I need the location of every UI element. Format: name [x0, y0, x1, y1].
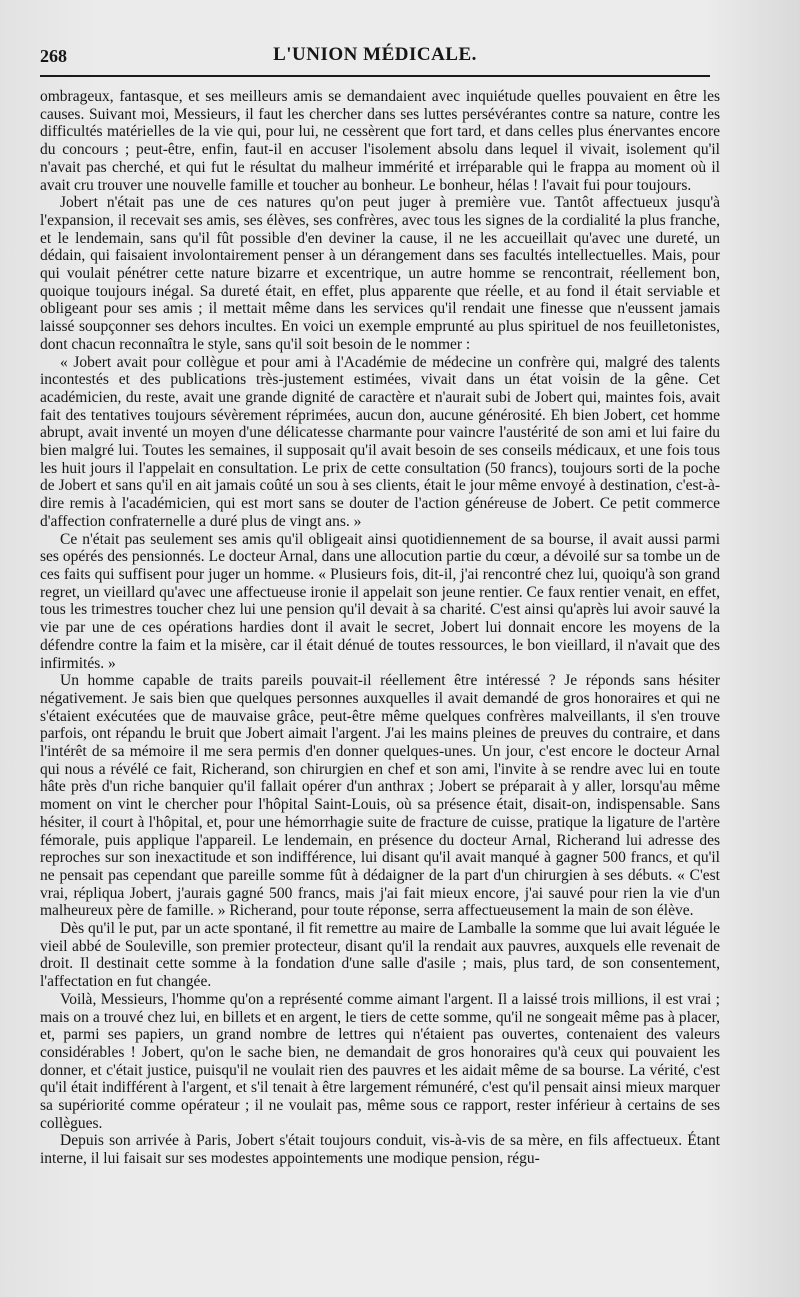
paragraph-8: Depuis son arrivée à Paris, Jobert s'était toujours conduit, vis-à-vis de sa mère, en fils affectueux. Étant interne, il lui faisait sur ses modestes appointements une modique pension, régu-: [40, 1132, 720, 1168]
paragraph-3: « Jobert avait pour collègue et pour ami à l'Académie de médecine un confrère qui, malgré des talents incontestés et des publications très-justement estimées, vivait dans un état voisin de la gêne. Cet académicien, du reste, avait une grande dignité de caractère et n'aurait subi de Jobert qui, maintes fois, avait fait des tentatives toujours sévèrement réprimées, aucun don, aucune générosité. Eh bien Jobert, cet homme abrupt, avait inventé un moyen d'une délicatesse charmante pour vaincre l'austérité de son ami et lui faire du bien malgré lui. Toutes les semaines, il supposait qu'il avait besoin de ses conseils médicaux, et une fois tous les huit jours il l'appelait en consultation. Le prix de cette consultation (50 francs), toujours sorti de la poche de Jobert et sans qu'il en ait jamais coûté un sou à ses clients, était le jour même envoyé à destination, c'est-à-dire remis à l'académicien, qui est mort sans se douter de l'action généreuse de Jobert. Ce petit commerce d'affection confraternelle a duré plus de vingt ans. »: [40, 353, 720, 530]
paragraph-6: Dès qu'il le put, par un acte spontané, il fit remettre au maire de Lamballe la somme que lui avait léguée le vieil abbé de Souleville, son premier protecteur, disant qu'il la rendait aux pauvres, auxquels elle revenait de droit. Il destinait cette somme à la fondation d'une salle d'asile ; mais, plus tard, de son consentement, l'affectation en fut changée.: [40, 920, 721, 991]
header-rule: [40, 75, 710, 77]
paragraph-2: Jobert n'était pas une de ces natures qu'on peut juger à première vue. Tantôt affectueux jusqu'à l'expansion, il recevait ses amis, ses élèves, ses confrères, avec tous les signes de la cordialité la plus franche, et le lendemain, sans qu'il fût possible d'en deviner la cause, il ne les accueillait qu'avec une dureté, un dédain, qui faisaient involontairement penser à un dérangement dans ses facultés intellectuelles. Mais, pour qui voulait pénétrer cette nature bizarre et excentrique, un autre homme se rencontrait, réellement bon, quoique toujours inégal. Sa dureté était, en effet, plus apparente que réelle, et au fond il était serviable et obligeant pour ses amis ; il mettait même dans les services qu'il rendait une finesse que n'eussent jamais laissé soupçonner ses dehors incultes. En voici un exemple emprunté au plus spirituel de nos feuilletonistes, dont chacun reconnaîtra le style, sans qu'il soit besoin de le nommer :: [40, 194, 720, 353]
paragraph-4: Ce n'était pas seulement ses amis qu'il obligeait ainsi quotidiennement de sa bourse, il avait aussi parmi ses opérés des pensionnés. Le docteur Arnal, dans une allocution partie du cœur, a dévoilé sur sa tombe un de ces faits qui suffisent pour juger un homme. « Plusieurs fois, dit-il, j'ai rencontré chez lui, quoiqu'à son grand regret, un vieillard qu'avec une affectueuse ironie il appelait son jeune rentier. Ce faux rentier venait, en effet, tous les trimestres toucher chez lui une pension qu'il devait à sa charité. C'est ainsi qu'après lui avoir sauvé la vie par une de ces opérations hardies dont il avait le secret, Jobert lui donnait encore les moyens de la défendre contre la faim et la misère, car il était dénué de toutes ressources, le bon vieillard, il n'avait que des infirmités. »: [40, 530, 720, 672]
page-number: 268: [40, 46, 67, 66]
paragraph-5: Un homme capable de traits pareils pouvait-il réellement être intéressé ? Je réponds sans hésiter négativement. Je sais bien que quelques personnes auxquelles il avait demandé de gros honoraires et qui ne s'étaient exécutées que de mauvaise grâce, peut-être même quelques confrères malveillants, il s'en trouve parfois, ont répandu le bruit que Jobert aimait l'argent. J'ai les mains pleines de preuves du contraire, et dans l'intérêt de sa mémoire il me sera permis d'en donner quelques-unes. Un jour, c'est encore le docteur Arnal qui nous a révélé ce fait, Richerand, son chirurgien en chef et son ami, l'invite à se rendre avec lui en toute hâte près d'un riche banquier qu'il fallait opérer d'un anthrax ; Jobert se préparait à y aller, lorsqu'au même moment on vint le chercher pour l'hôpital Saint-Louis, où sa présence était, disait-on, indispensable. Sans hésiter, il court à l'hôpital, et, pour une hémorrhagie suite de fracture de cuisse, pratique la ligature de l'artère fémorale, puis applique l'appareil. Le lendemain, en présence du docteur Arnal, Richerand lui adresse des reproches sur son inexactitude et son indifférence, lui disant qu'il avait manqué à gagner 500 francs, et qu'il ne pensait pas cependant que pareille somme fût à dédaigner de la part d'un chirurgien à ses débuts. « C'est vrai, répliqua Jobert, j'aurais gagné 500 francs, mais j'ai fait mieux encore, j'ai sauvé pour rien la vie d'un malheureux père de famille. » Richerand, pour toute réponse, serra affectueusement la main de son élève.: [40, 672, 720, 920]
page-header: [40, 44, 710, 72]
running-title: L'UNION MÉDICALE.: [273, 44, 477, 65]
paragraph-1: ombrageux, fantasque, et ses meilleurs amis se demandaient avec inquiétude quelles pouvaient en être les causes. Suivant moi, Messieurs, il faut les chercher dans ses luttes persévérantes contre sa nature, contre les difficultés matérielles de la vie qui, pour lui, ne cessèrent que fort tard, et dans celles plus énervantes encore du concours ; peut-être, enfin, faut-il en accuser l'isolement absolu dans lequel il vivait, isolement qu'il n'avait pas cherché, et qui fut le résultat du malheur immérité et irréparable qui le frappa au moment où il avait cru trouver une nouvelle famille et toucher au bonheur. Le bonheur, hélas ! l'avait fui pour toujours.: [40, 88, 720, 194]
body-text: [40, 88, 720, 1168]
paragraph-7: Voilà, Messieurs, l'homme qu'on a représenté comme aimant l'argent. Il a laissé trois millions, il est vrai ; mais on a trouvé chez lui, en billets et en argent, le tiers de cette somme, qu'il ne songeait même pas à placer, et, parmi ses papiers, un grand nombre de lettres qui n'étaient pas ouvertes, contenaient des valeurs considérables ! Jobert, qu'on le sache bien, ne demandait de gros honoraires qu'à ceux qui pouvaient les donner, et c'était justice, puisqu'il ne voulait rien des pauvres et les aidait même de sa bourse. La vérité, c'est qu'il était indifférent à l'argent, et s'il tenait à être largement rémunéré, c'est qu'il pensait ainsi mieux marquer sa supériorité comme opérateur ; il ne voulait pas, même sous ce rapport, rester inférieur à certains de ses collègues.: [40, 990, 720, 1132]
